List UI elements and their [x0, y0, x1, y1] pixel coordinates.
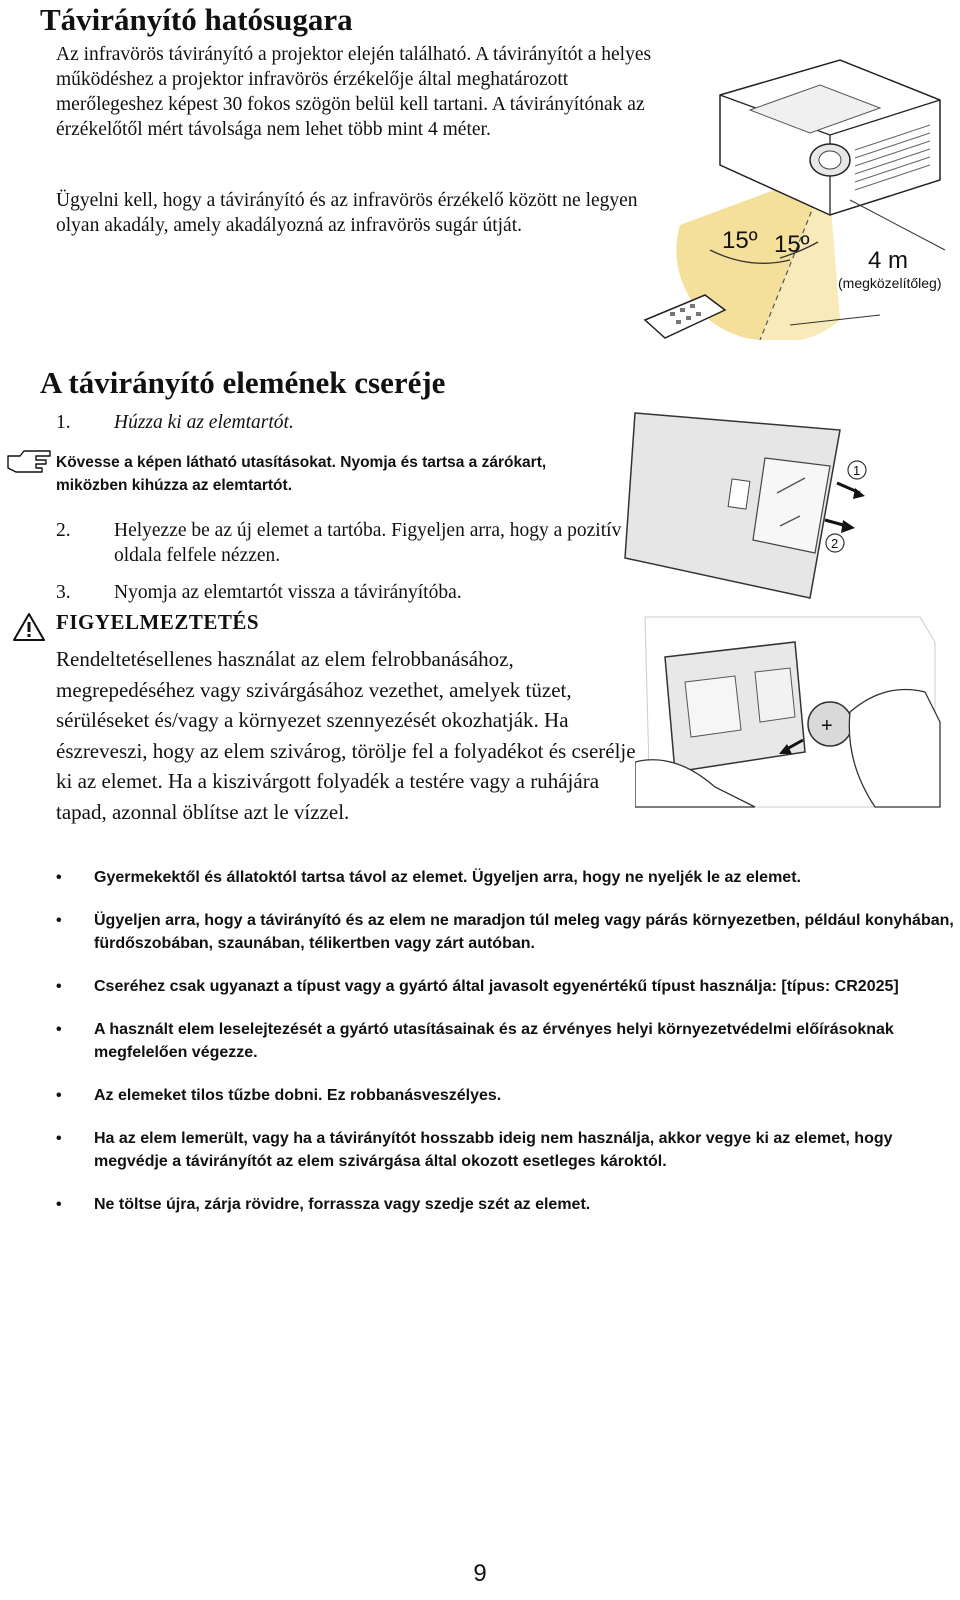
warning-text: Rendeltetésellenes használat az elem felrobbanásához, megrepedéséhez vagy szivárgásához vezethet, amelyek tüzet, sérüléseket és/vagy a környezet szennyezését okozhatják. Ha észreveszi, hogy az elem szivárog, törölje fel a folyadékot és cserélje ki az elemet. Ha a kiszivárgott folyadék a testére vagy a ruhájára tapad, azonnal öblítse azt le vízzel. [56, 647, 636, 824]
step-3-text: Nyomja az elemtartót vissza a távirányítóba. [114, 582, 462, 603]
holder-slot [755, 668, 795, 722]
distance-note: (megközelítőleg) [838, 275, 942, 291]
list-item: • Cseréhez csak ugyanazt a típust vagy a gyártó által javasolt egyenértékű típust használja: [típus: CR2025] [56, 975, 956, 998]
pointing-hand-icon [6, 448, 52, 474]
battery-insertion-illustration [635, 612, 945, 822]
arrow-1-head-icon [853, 488, 865, 499]
remote-range-diagram [640, 40, 950, 340]
battery-plus-sign: + [821, 715, 833, 737]
tray-label-slot [728, 479, 750, 509]
step-2-number: 2. [56, 520, 71, 541]
section-title-remote-range: Távirányító hatósugara [40, 2, 353, 37]
callout-2-label: 2 [831, 536, 839, 551]
arrow-2-head-icon [841, 520, 855, 533]
page-number: 9 [473, 1560, 487, 1587]
step-1 [56, 410, 294, 435]
holder-window [685, 676, 741, 737]
battery-tray-removal-illustration [615, 408, 885, 608]
step-3 [56, 580, 462, 605]
step-1-number: 1. [56, 412, 71, 433]
battery-safety-list [56, 866, 956, 1236]
list-item: • Az elemeket tilos tűzbe dobni. Ez robbanásveszélyes. [56, 1084, 956, 1107]
warning-triangle-icon [12, 612, 46, 642]
angle-left-label: 15º [722, 227, 758, 254]
step-2-text: Helyezze be az új elemet a tartóba. Figyeljen arra, hogy a pozitív oldala felfele nézzen. [114, 520, 622, 566]
distance-label: 4 m [868, 247, 909, 274]
range-paragraph-1: Az infravörös távirányító a projektor elején található. A távirányítót a helyes működéshez a projektor infravörös érzékelője által meghatározott merőlegeshez képest 30 fokos szögön belül kell tartani. A távirányítónak az érzékelőtől mért távolsága nem lehet több mint 4 méter. [56, 44, 652, 140]
note-text: Kövesse a képen látható utasításokat. Nyomja és tartsa a zárókart, miközben kihúzza az elemtartót. [56, 454, 547, 494]
section-title-battery-replacement: A távirányító elemének cseréje [40, 365, 446, 400]
range-paragraph-2: Ügyelni kell, hogy a távirányító és az infravörös érzékelő között ne legyen olyan akadály, amely akadályozná az infravörös sugár útját. [56, 190, 638, 236]
list-item: • A használt elem leselejtezését a gyártó utasításainak és az érvényes helyi környezetvédelmi előírásoknak megfelelően végezze. [56, 1018, 956, 1064]
projector-illustration [720, 60, 940, 215]
distance-guide-top [850, 200, 945, 250]
list-item: • Ügyeljen arra, hogy a távirányító és az elem ne maradjon túl meleg vagy párás környezetben, például konyhában, fürdőszobában, szaunában, télikertben vagy zárt autóban. [56, 909, 956, 955]
step-3-number: 3. [56, 582, 71, 603]
list-item: • Ha az elem lemerült, vagy ha a távirányítót hosszabb ideig nem használja, akkor vegye ki az elemet, hogy megvédje a távirányítót az elem szivárgása által okozott esetleges károktól. [56, 1127, 956, 1173]
warning-title: FIGYELMEZTETÉS [56, 610, 260, 634]
angle-right-label: 15º [774, 231, 810, 258]
callout-1-label: 1 [853, 463, 861, 478]
step-1-text: Húzza ki az elemtartót. [114, 412, 294, 433]
step-2 [56, 518, 636, 568]
list-item: • Gyermekektől és állatoktól tartsa távol az elemet. Ügyeljen arra, hogy ne nyeljék le az elemet. [56, 866, 956, 889]
list-item: • Ne töltse újra, zárja rövidre, forrassza vagy szedje szét az elemet. [56, 1193, 956, 1216]
